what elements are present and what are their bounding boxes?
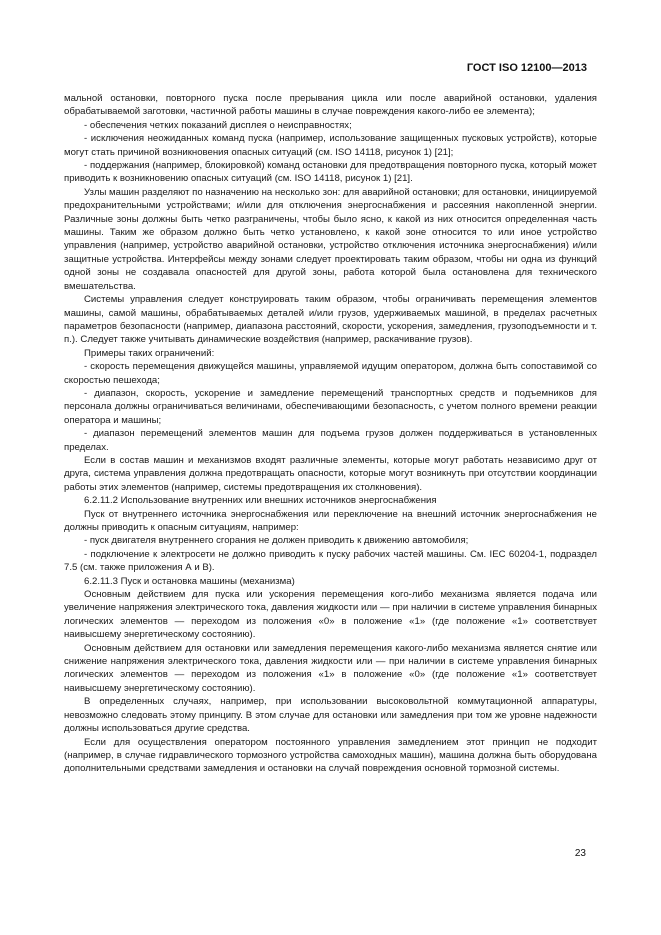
page-number: 23	[574, 848, 586, 859]
paragraph: - диапазон, скорость, ускорение и замедление перемещений транспортных средств и подъемников для персонала должны ограничиваться величинами, обеспечивающими безопасность, с учетом полного времени реакции оператора и машины;	[64, 387, 597, 426]
paragraph: - диапазон перемещений элементов машин для подъема грузов должен поддерживаться в установленных пределах.	[64, 428, 597, 453]
paragraph: Основным действием для пуска или ускорения перемещения кого-либо механизма является подача или увеличение напряжения электрического тока, давления жидкости или — при наличии в системе управления бинарных логических элементов — переходом из положения «0» в положение «1» (где положение «1» соответствует наивысшему энергетическому состоянию).	[64, 589, 597, 641]
paragraph: Основным действием для остановки или замедления перемещения какого-либо механизма является снятие или снижение напряжения электрического тока, давления жидкости или — при наличии в системе управления бинарных логических элементов — переходом из положения «1» в положение «0» (где положение «1» соответствует наивысшему энергетическому состоянию).	[64, 642, 597, 694]
section-heading: 6.2.11.2 Использование внутренних или внешних источников энергоснабжения	[84, 495, 437, 507]
paragraph: Системы управления следует конструировать таким образом, чтобы ограничивать перемещения элементов машины, самой машины, обрабатываемых деталей и/или грузов, удерживаемых машиной, в пределах расчетных параметров безопасности (например, диапазона расстояний, скорости, ускорения, замедления, грузоподъемности и т. п.). Следует также учитывать динамические воздействия (например, раскачивание грузов).	[64, 294, 597, 346]
paragraph: - исключения неожиданных команд пуска (например, использование защищенных пусковых устройств), которые могут стать причиной возникновения опасных ситуаций (см. ISO 14118, рисунок 1) [21];	[64, 133, 597, 158]
paragraph: - скорость перемещения движущейся машины, управляемой идущим оператором, должна быть сопоставимой со скоростью пешехода;	[64, 361, 597, 386]
paragraph: Если в состав машин и механизмов входят различные элементы, которые могут работать независимо друг от друга, система управления должна предотвращать опасности, которые могут возникнуть при отсутствии координации работы этих элементов (например, системы предотвращения их столкновения).	[64, 454, 597, 493]
paragraph: - поддержания (например, блокировкой) команд остановки для предотвращения повторного пуска, который может приводить к возникновению опасных ситуаций (см. ISO 14118, рисунок 1) [21].	[64, 160, 597, 185]
paragraph: Если для осуществления оператором постоянного управления замедлением этот принцип не подходит (например, в случае гидравлического тормозного устройства самоходных машин), машина должна быть оборудована дополнительными средствами замедления и остановки на случай повреждения основной тормозной системы.	[64, 736, 597, 775]
paragraph: Примеры таких ограничений:	[84, 347, 215, 359]
paragraph: Пуск от внутреннего источника энергоснабжения или переключение на внешний источник энергоснабжения не должны приводить к опасным ситуациям, например:	[64, 508, 597, 533]
paragraph: - пуск двигателя внутреннего сгорания не должен приводить к движению автомобиля;	[84, 535, 469, 547]
document-body	[64, 92, 597, 776]
paragraph: мальной остановки, повторного пуска после прерывания цикла или после аварийной остановки, удаления обрабатываемой заготовки, частичной работы машины в случае повреждения какого-либо ее элемента);	[64, 93, 597, 118]
paragraph: - подключение к электросети не должно приводить к пуску рабочих частей машины. См. IEC 60204-1, подраздел 7.5 (см. также приложения А и В).	[64, 548, 597, 574]
paragraph: В определенных случаях, например, при использовании высоковольтной коммутационной аппаратуры, невозможно следовать этому принципу. В этом случае для остановки или замедления при том же уровне надежности должны использоваться другие средства.	[64, 696, 597, 735]
document-header: ГОСТ ISO 12100—2013	[466, 62, 587, 74]
paragraph: Узлы машин разделяют по назначению на несколько зон: для аварийной остановки; для остановки, инициируемой предохранительными устройствами; и/или для отключения энергоснабжения и рассеяния накопленной энергии. Различные зоны должны быть четко разграничены, чтобы было ясно, к какой из них относится определенная часть машины. Таким же образом должно быть четко установлено, к какой зоне относится то или иное устройство управления (например, устройство аварийной остановки, устройство отключения источника энергоснабжения) и/или защитные устройства. Интерфейсы между зонами следует проектировать таким образом, чтобы ни одна из функций одной зоны не создавала опасностей для другой зоны, работа которой была остановлена для технического вмешательства.	[64, 186, 597, 292]
section-heading: 6.2.11.3 Пуск и остановка машины (механизма)	[84, 575, 295, 587]
paragraph: - обеспечения четких показаний дисплея о неисправностях;	[84, 119, 352, 131]
